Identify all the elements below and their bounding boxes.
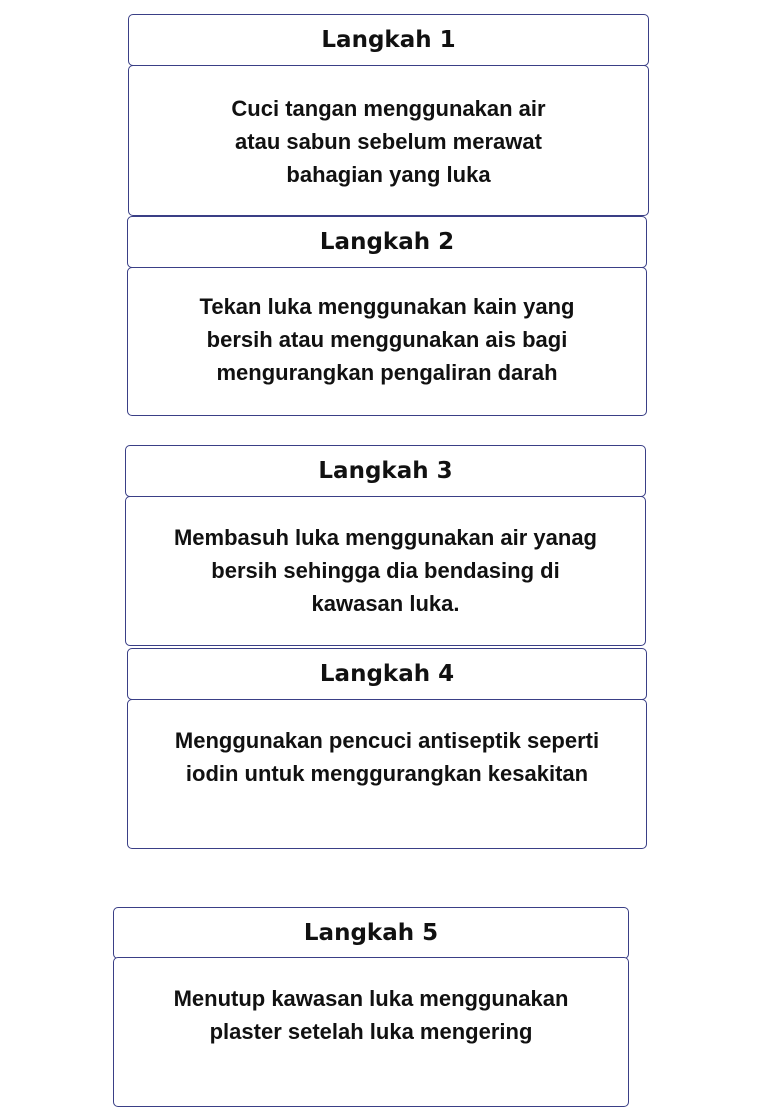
step-title: Langkah 4 — [127, 648, 647, 700]
step-description-line: bersih sehingga dia bendasing di — [211, 558, 560, 583]
step-description-line: bersih atau menggunakan ais bagi — [206, 327, 568, 352]
step-card-5 — [113, 907, 629, 1107]
step-description-line: iodin untuk menggurangkan kesakitan — [185, 761, 589, 786]
step-description-line: Menggunakan pencuci antiseptik seperti — [174, 728, 600, 753]
step-description — [127, 267, 647, 416]
step-card-3 — [125, 445, 646, 646]
step-description — [128, 65, 649, 216]
step-title: Langkah 2 — [127, 216, 647, 268]
step-description-line: bahagian yang luka — [286, 162, 491, 187]
step-description-line: Cuci tangan menggunakan air — [231, 96, 546, 121]
step-description-line: Tekan luka menggunakan kain yang — [199, 294, 575, 319]
step-card-2 — [127, 216, 647, 416]
step-description-line: atau sabun sebelum merawat — [235, 129, 542, 154]
step-description-line: kawasan luka. — [311, 591, 460, 616]
step-description-line: mengurangkan pengaliran darah — [216, 360, 558, 385]
step-card-1 — [128, 14, 649, 216]
step-title: Langkah 5 — [113, 907, 629, 959]
step-title: Langkah 1 — [128, 14, 649, 66]
step-description-line: Menutup kawasan luka menggunakan — [173, 986, 569, 1011]
step-title: Langkah 3 — [125, 445, 646, 497]
step-card-4 — [127, 648, 647, 849]
step-description-line: Membasuh luka menggunakan air yanag — [173, 525, 597, 550]
step-description — [113, 957, 629, 1107]
step-description — [127, 699, 647, 849]
step-description-line: plaster setelah luka mengering — [209, 1019, 533, 1044]
step-description — [125, 496, 646, 646]
